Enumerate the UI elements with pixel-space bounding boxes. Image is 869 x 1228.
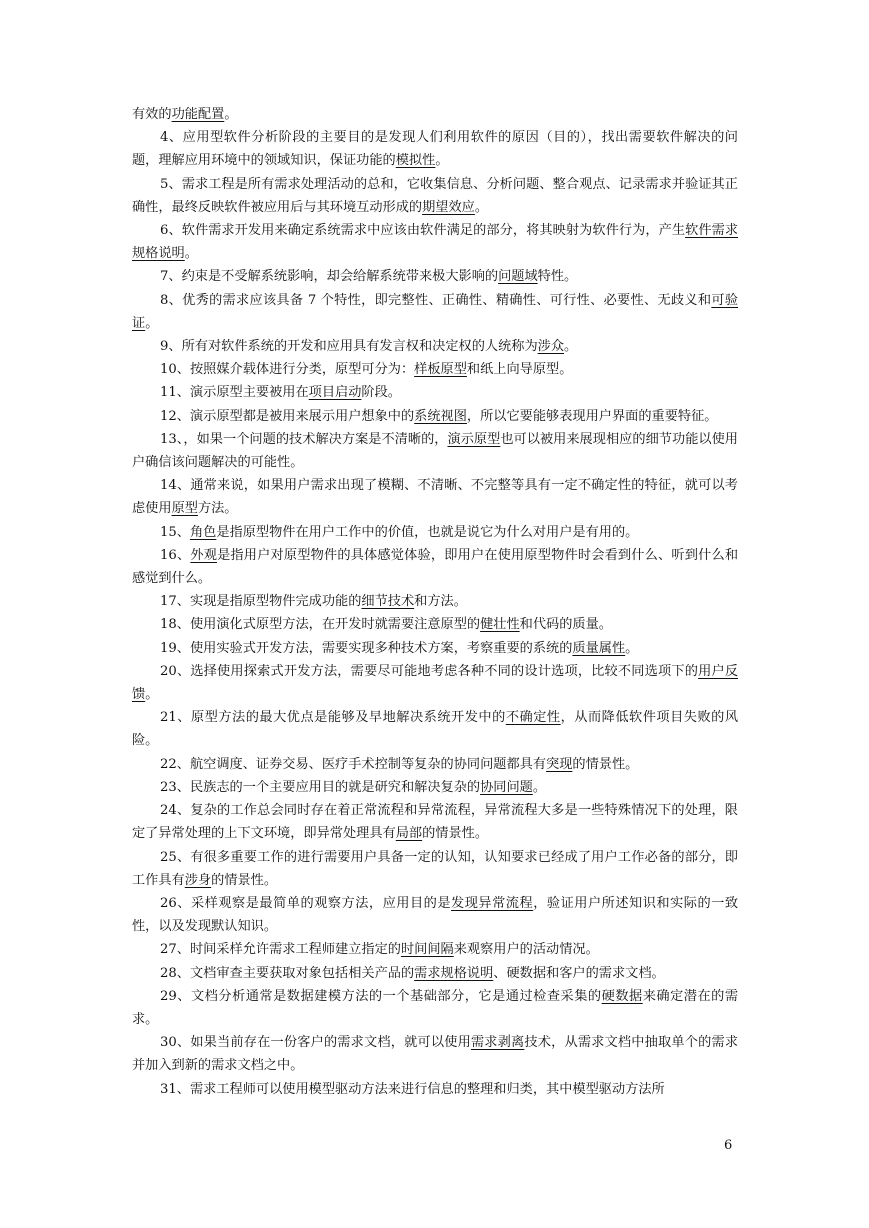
underlined-answer: 发现异常流程: [451, 895, 534, 911]
underlined-answer: 细节技术: [361, 594, 415, 610]
underlined-answer: 协同问题: [480, 779, 533, 795]
paragraph: [132, 474, 738, 520]
paragraph-text: 6、软件需求开发用来确定系统需求中应该由软件满足的部分，将其映射为软件行为，产生: [160, 223, 686, 239]
paragraph: [132, 985, 738, 1031]
underlined-answer: 需求规格说明: [414, 965, 494, 981]
underlined-answer: 突现: [546, 756, 573, 772]
paragraph-text: 17、实现是指原型物件完成功能的: [160, 594, 362, 610]
paragraph: [132, 637, 738, 660]
paragraph-text: ，从而降低软件项目失败的风险。: [132, 710, 739, 749]
paragraph: [132, 219, 738, 265]
paragraph: [132, 126, 738, 172]
paragraph-text: 。: [532, 779, 547, 795]
underlined-answer: 涉众: [537, 339, 565, 355]
paragraph: [132, 358, 738, 381]
underlined-answer: 期望效应: [422, 199, 475, 215]
underlined-answer: 可验证: [132, 292, 739, 331]
paragraph-text: 20、选择使用探索式开发方法，需要尽可能地考虑各种不同的设计选项，比较不同选项下的: [160, 663, 699, 679]
underlined-answer: 健壮性: [480, 617, 520, 633]
paragraph-text: 来观察用户的活动情况。: [453, 942, 599, 958]
paragraph: [132, 938, 738, 961]
paragraph-text: 、硬数据和客户的需求文档。: [493, 965, 665, 981]
underlined-answer: 时间间隔: [400, 942, 454, 958]
underlined-answer: 质量属性: [572, 640, 626, 656]
paragraph-text: 。: [625, 640, 639, 656]
underlined-answer: 样板原型: [414, 362, 467, 378]
paragraph: [132, 776, 738, 799]
paragraph-text: 28、文档审查主要获取对象包括相关产品的: [160, 965, 415, 981]
paragraph-text: 15、: [160, 524, 190, 540]
paragraph-text: 和代码的质量。: [519, 617, 612, 633]
underlined-answer: 局部: [395, 826, 423, 842]
paragraph-text: 。: [435, 153, 449, 169]
paragraph-text: 有效的: [132, 107, 172, 122]
paragraph-text: 29、文档分析通常是数据建模方法的一个基础部分，它是通过检查采集的: [160, 988, 602, 1004]
underlined-answer: 功能配置: [171, 107, 225, 122]
paragraph-text: 25、有很多重要工作的进行需要用户具备一定的认知，认知要求已经成了用户工作必备的部分，即工作具有: [132, 849, 738, 888]
underlined-answer: 问题域: [498, 269, 538, 285]
paragraph: [132, 335, 738, 358]
paragraph-text: 10、按照媒介载体进行分类，原型可分为：: [160, 362, 415, 378]
paragraph: [132, 613, 738, 636]
paragraph-text: 。: [184, 246, 198, 262]
paragraph: [132, 521, 738, 544]
underlined-answer: 原型: [171, 501, 198, 517]
paragraph-text: 12、演示原型都是被用来展示用户想象中的: [160, 408, 415, 424]
paragraph-text: 的情景性。: [572, 756, 639, 772]
paragraph: [132, 706, 738, 752]
underlined-answer: 需求剥离: [470, 1035, 525, 1051]
paragraph-text: 19、使用实验式开发方法，需要实现多种技术方案，考察重要的系统的: [160, 640, 573, 656]
page-number: 6: [724, 1138, 733, 1153]
underlined-answer: 涉身: [184, 872, 212, 888]
paragraph: [132, 799, 738, 845]
paragraph: [132, 544, 738, 590]
paragraph: [132, 1078, 738, 1101]
paragraph: [132, 173, 738, 219]
underlined-answer: 外观: [190, 547, 218, 563]
paragraph: [132, 753, 738, 776]
paragraph-text: 和纸上向导原型。: [466, 362, 573, 378]
paragraph: [132, 289, 738, 335]
paragraph: [132, 405, 738, 428]
paragraph: [132, 103, 738, 126]
paragraph-text: 。: [224, 107, 238, 122]
paragraph: [132, 1031, 738, 1077]
paragraph-text: 13、，如果一个问题的技术解决方案是不清晰的，: [160, 431, 448, 447]
underlined-answer: 用户反馈: [132, 663, 739, 703]
paragraph-text: 是指原型物件在用户工作中的价值，也就是说它为什么对用户是有用的。: [216, 524, 639, 540]
paragraph-text: 9、所有对软件系统的开发和应用具有发言权和决定权的人统称为: [160, 339, 538, 355]
paragraph-text: 22、航空调度、证券交易、医疗手术控制等复杂的协同问题都具有: [160, 756, 547, 772]
paragraph-text: 21、原型方法的最大优点是能够及早地解决系统开发中的: [160, 710, 506, 726]
paragraph-text: ，所以它要能够表现用户界面的重要特征。: [466, 408, 718, 424]
paragraph-text: 的情景性。: [422, 826, 489, 842]
paragraph-text: 14、通常来说，如果用户需求出现了模糊、不清晰、不完整等具有一定不确定性的特征，就可以考虑使用: [132, 478, 738, 517]
paragraph-text: 。: [145, 315, 159, 331]
underlined-answer: 软件需求规格说明: [132, 223, 739, 262]
paragraph-text: 5、需求工程是所有需求处理活动的总和，它收集信息、分析问题、整合观点、记录需求并验证其正确性，最终反映软件被应用后与其环境互动形成的: [132, 176, 738, 215]
paragraph-text: 23、民族志的一个主要应用目的就是研究和解决复杂的: [160, 779, 481, 795]
paragraph-text: 。: [474, 199, 489, 215]
paragraph-text: 4、应用型软件分析阶段的主要目的是发现人们利用软件的原因（目的），找出需要软件解决的问题，理解应用环境中的领域知识，保证功能的: [132, 130, 738, 169]
paragraph-text: 和方法。: [414, 594, 467, 610]
paragraph-text: 特性。: [537, 269, 578, 285]
paragraph-text: 30、如果当前存在一份客户的需求文档，就可以使用: [160, 1035, 471, 1051]
paragraph-text: 。: [145, 687, 159, 703]
paragraph: [132, 381, 738, 404]
underlined-answer: 演示原型: [447, 431, 501, 447]
paragraph: [132, 892, 738, 938]
paragraph: [132, 590, 738, 613]
paragraph-text: 来确定潜在的需求。: [132, 988, 739, 1027]
paragraph-text: ，验证用户所述知识和实际的一致性，以及发现默认知识。: [132, 895, 739, 935]
underlined-answer: 不确定性: [505, 710, 561, 726]
paragraph-text: 。: [564, 339, 578, 355]
paragraph-text: 27、时间采样允许需求工程师建立指定的: [160, 942, 401, 958]
paragraph-text: 26、采样观察是最简单的观察方法，应用目的是: [160, 895, 452, 911]
paragraph-text: 11、演示原型主要被用在: [160, 385, 309, 401]
paragraph-text: 8、优秀的需求应该具备 7 个特性，即完整性、正确性、精确性、可行性、必要性、无歧义和: [160, 292, 712, 308]
paragraph-text: 16、: [160, 547, 191, 563]
paragraph-text: 18、使用演化式原型方法，在开发时就需要注意原型的: [160, 617, 481, 633]
paragraph-text: 也可以被用来展现相应的细节功能以使用户确信该问题解决的可能性。: [132, 431, 738, 471]
paragraph: [132, 660, 738, 706]
paragraph-text: 31、需求工程师可以使用模型驱动方法来进行信息的整理和归类，其中模型驱动方法所: [160, 1081, 665, 1097]
underlined-answer: 硬数据: [601, 988, 643, 1004]
paragraph-text: 技术，从需求文档中抽取单个的需求并加入到新的需求文档之中。: [132, 1035, 739, 1074]
underlined-answer: 模拟性: [395, 153, 436, 169]
page-body: [132, 103, 738, 1101]
paragraph: [132, 265, 738, 288]
paragraph-text: 是指用户对原型物件的具体感觉体验，即用户在使用原型物件时会看到什么、听到什么和感觉到什么。: [132, 547, 739, 587]
paragraph-text: 方法。: [197, 501, 238, 517]
paragraph-text: 7、约束是不受解系统影响，却会给解系统带来极大影响的: [160, 269, 499, 285]
underlined-answer: 项目启动: [308, 385, 362, 401]
paragraph: [132, 962, 738, 985]
paragraph-text: 阶段。: [361, 385, 401, 401]
underlined-answer: 系统视图: [414, 408, 467, 424]
underlined-answer: 角色: [189, 524, 217, 540]
paragraph-text: 的情景性。: [211, 872, 278, 888]
paragraph: [132, 846, 738, 892]
paragraph-text: 24、复杂的工作总会同时存在着正常流程和异常流程，异常流程大多是一些特殊情况下的处理，限定了异常处理的上下文环境，即异常处理具有: [132, 803, 738, 842]
paragraph: [132, 428, 738, 474]
